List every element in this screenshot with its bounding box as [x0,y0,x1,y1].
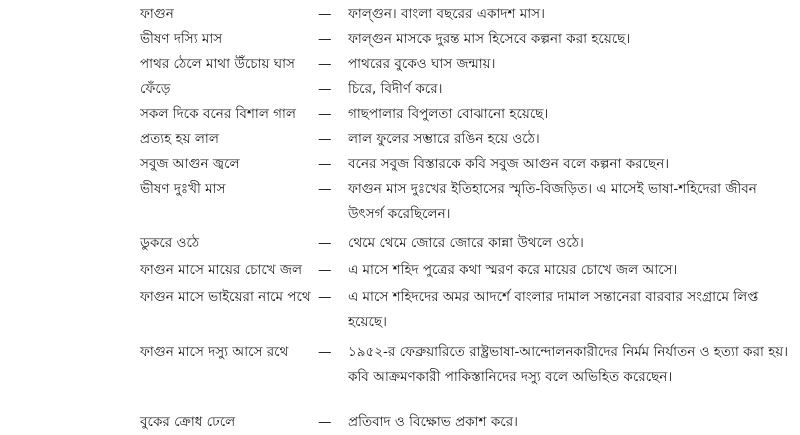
separator-dash: — [318,31,332,47]
glossary-meaning: ফাল্গুন মাসকে দুরন্ত মাস হিসেবে কল্পনা করা হয়েছে। [348,31,631,47]
separator-dash: — [318,414,332,430]
glossary-term: সবুজ আগুন জ্বলে [140,156,240,172]
glossary-meaning: থেমে থেমে জোরে জোরে কান্না উথলে ওঠে। [348,235,584,251]
glossary-term: ফাগুন মাসে দস্যু আসে রথে [140,344,289,360]
glossary-term: ফাগুন মাসে ভাইয়েরা নামে পথে [140,289,311,305]
separator-dash: — [318,131,332,147]
glossary-term: ভীষণ দস্যি মাস [140,31,223,47]
glossary-meaning: প্রতিবাদ ও বিক্ষোভ প্রকাশ করে। [348,414,518,430]
glossary-term: বুকের ক্রোধ ঢেলে [140,414,236,430]
separator-dash: — [318,81,332,97]
glossary-meaning: গাছপালার বিপুলতা বোঝানো হয়েছে। [348,106,549,122]
separator-dash: — [318,56,332,72]
glossary-meaning: চিরে, বিদীর্ণ করে। [348,81,443,97]
glossary-term: ফেঁড়ে [140,81,171,97]
glossary-meaning: বনের সবুজ বিস্তারকে কবি সবুজ আগুন বলে কল্পনা করছেন। [348,156,670,172]
separator-dash: — [318,181,332,197]
glossary-meaning: পাথরের বুকেও ঘাস জন্মায়। [348,56,496,72]
glossary-term: সকল দিকে বনের বিশাল গাল [140,106,296,122]
glossary-term: প্রত্যহ হয় লাল [140,131,219,147]
glossary-meaning: লাল ফুলের সম্ভারে রঙিন হয়ে ওঠে। [348,131,540,147]
glossary-term: ফাগুন মাসে মায়ের চোখে জল [140,262,303,278]
separator-dash: — [318,289,332,305]
separator-dash: — [318,262,332,278]
separator-dash: — [318,6,332,22]
glossary-meaning: ফাল্গুন। বাংলা বছরের একাদশ মাস। [348,6,545,22]
glossary-term: ভীষণ দুঃখী মাস [140,181,226,197]
glossary-term: ফাগুন [140,6,174,22]
separator-dash: — [318,235,332,251]
separator-dash: — [318,106,332,122]
separator-dash: — [318,156,332,172]
glossary-meaning: এ মাসে শহিদদের অমর আদর্শে বাংলার দামাল সন্তানেরা বারবার সংগ্রামে লিপ্ত হয়েছে। [348,289,759,330]
separator-dash: — [318,344,332,360]
glossary-meaning: ১৯৫২-র ফেব্রুয়ারিতে রাষ্ট্রভাষা-আন্দোলনকারীদের নির্মম নির্যাতন ও হত্যা করা হয়। কবি আক্রমণকারী পাকিস্তানিদের দস্যু বলে অভিহিত করেছেন। [348,344,789,385]
glossary-meaning: এ মাসে শহিদ পুত্রের কথা স্মরণ করে মায়ের চোখে জল আসে। [348,262,678,278]
glossary-term: ডুকরে ওঠে [140,235,200,251]
glossary-term: পাথর ঠেলে মাথা উঁচোয় ঘাস [140,56,295,72]
glossary-meaning: ফাগুন মাস দুঃখের ইতিহাসের স্মৃতি-বিজড়িত। এ মাসেই ভাষা-শহিদেরা জীবন উৎসর্গ করেছিলেন। [348,181,757,222]
